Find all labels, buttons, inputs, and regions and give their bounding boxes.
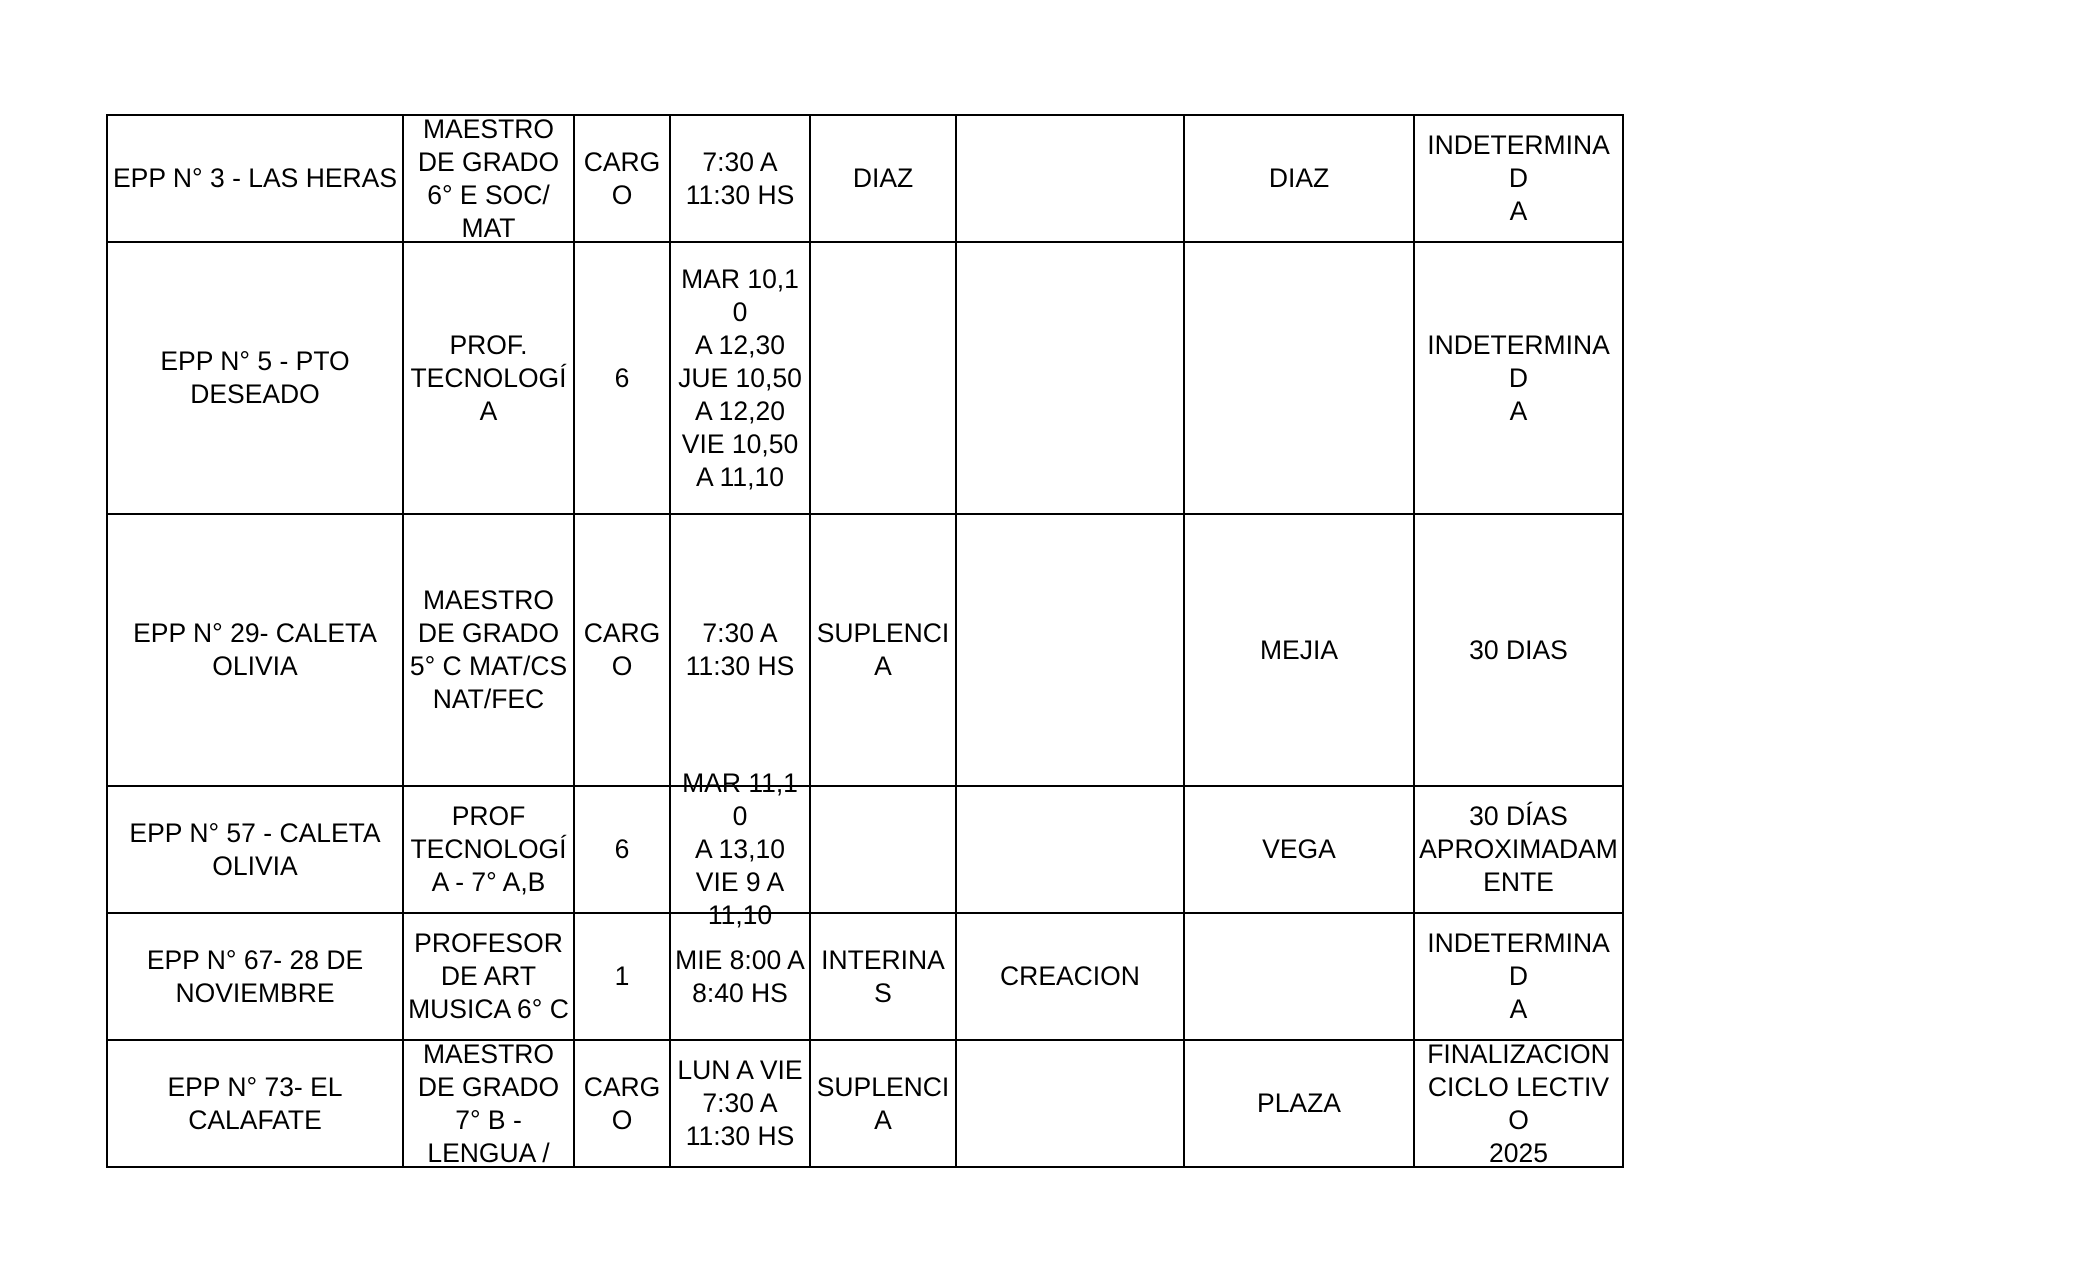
position-cell: PROF. TECNOLOGÍ A: [403, 242, 574, 514]
status-cell: INTERINAS: [810, 913, 956, 1040]
duration-cell: 30 DIAS: [1414, 514, 1623, 786]
school-cell: EPP N° 5 - PTO DESEADO: [107, 242, 403, 514]
status-cell: [810, 786, 956, 913]
duration-cell: FINALIZACION CICLO LECTIVO 2025: [1414, 1040, 1623, 1167]
table-row: [107, 514, 1623, 786]
position-cell: PROFESOR DE ART MUSICA 6° C: [403, 913, 574, 1040]
reason-cell: [956, 1040, 1184, 1167]
hours-cell: CARG O: [574, 115, 670, 242]
teacher-cell: MEJIA: [1184, 514, 1414, 786]
duration-cell: 30 DÍAS APROXIMADAM ENTE: [1414, 786, 1623, 913]
hours-cell: CARG O: [574, 514, 670, 786]
position-cell: MAESTRO DE GRADO 5° C MAT/CS NAT/FEC: [403, 514, 574, 786]
table-row: [107, 786, 1623, 913]
schedule-cell: 7:30 A 11:30 HS: [670, 115, 810, 242]
hours-cell: 6: [574, 242, 670, 514]
school-cell: EPP N° 57 - CALETA OLIVIA: [107, 786, 403, 913]
teacher-cell: [1184, 913, 1414, 1040]
table-row: [107, 115, 1623, 242]
schedule-cell: 7:30 A 11:30 HS: [670, 514, 810, 786]
hours-cell: CARG O: [574, 1040, 670, 1167]
position-cell: PROF TECNOLOGÍ A - 7° A,B: [403, 786, 574, 913]
teacher-cell: [1184, 242, 1414, 514]
schedule-cell: MIE 8:00 A 8:40 HS: [670, 913, 810, 1040]
table-row: [107, 913, 1623, 1040]
reason-cell: [956, 514, 1184, 786]
school-cell: EPP N° 67- 28 DE NOVIEMBRE: [107, 913, 403, 1040]
table-row: [107, 1040, 1623, 1167]
status-cell: [810, 242, 956, 514]
school-cell: EPP N° 3 - LAS HERAS: [107, 115, 403, 242]
vacancies-table: [106, 114, 1624, 1168]
school-cell: EPP N° 29- CALETA OLIVIA: [107, 514, 403, 786]
schedule-cell: MAR 11,10 A 13,10 VIE 9 A 11,10: [670, 786, 810, 913]
duration-cell: INDETERMINAD A: [1414, 115, 1623, 242]
school-cell: EPP N° 73- EL CALAFATE: [107, 1040, 403, 1167]
teacher-cell: VEGA: [1184, 786, 1414, 913]
reason-cell: [956, 115, 1184, 242]
reason-cell: [956, 786, 1184, 913]
status-cell: SUPLENCI A: [810, 514, 956, 786]
hours-cell: 1: [574, 913, 670, 1040]
reason-cell: [956, 242, 1184, 514]
duration-cell: INDETERMINAD A: [1414, 913, 1623, 1040]
reason-cell: CREACION: [956, 913, 1184, 1040]
status-cell: DIAZ: [810, 115, 956, 242]
position-cell: MAESTRO DE GRADO 7° B - LENGUA /: [403, 1040, 574, 1167]
schedule-cell: MAR 10,10 A 12,30 JUE 10,50 A 12,20 VIE 10,50 A 11,10: [670, 242, 810, 514]
status-cell: SUPLENCI A: [810, 1040, 956, 1167]
schedule-cell: LUN A VIE 7:30 A 11:30 HS: [670, 1040, 810, 1167]
hours-cell: 6: [574, 786, 670, 913]
table-row: [107, 242, 1623, 514]
position-cell: MAESTRO DE GRADO 6° E SOC/ MAT: [403, 115, 574, 242]
duration-cell: INDETERMINAD A: [1414, 242, 1623, 514]
teacher-cell: PLAZA: [1184, 1040, 1414, 1167]
teacher-cell: DIAZ: [1184, 115, 1414, 242]
